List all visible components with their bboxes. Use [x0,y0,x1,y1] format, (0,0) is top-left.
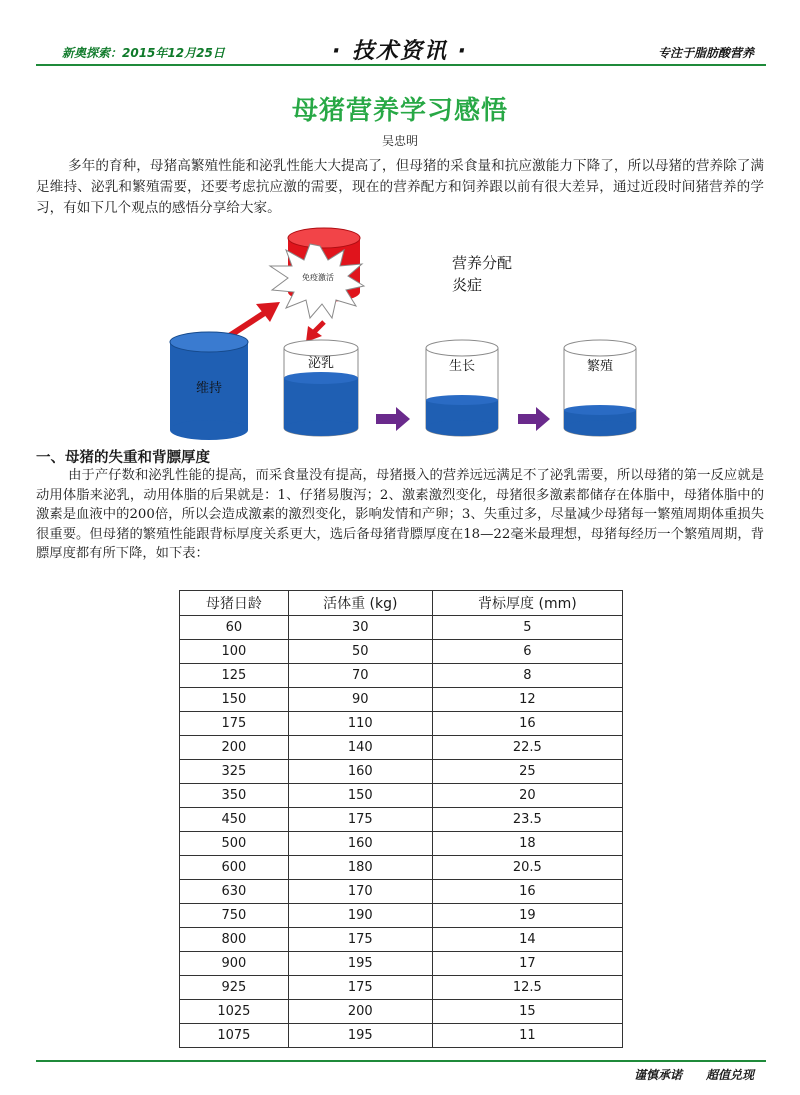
table-row [180,712,623,736]
table-row [180,832,623,856]
cell-weight: 160 [288,760,432,784]
col-header-age: 母猪日龄 [180,591,289,616]
cell-age: 325 [180,760,289,784]
page-header [0,0,800,70]
table-row [180,880,623,904]
col-header-weight: 活体重 (kg) [288,591,432,616]
cell-age: 200 [180,736,289,760]
cell-backfat: 20 [432,784,622,808]
cell-weight: 70 [288,664,432,688]
footer-rule [36,1060,766,1062]
header-slogan: 专注于脂肪酸营养 [657,46,754,60]
table-row [180,784,623,808]
cell-age: 500 [180,832,289,856]
cell-backfat: 25 [432,760,622,784]
table-body [180,616,623,1048]
table-row [180,904,623,928]
cell-weight: 175 [288,976,432,1000]
cell-backfat: 5 [432,616,622,640]
cell-age: 125 [180,664,289,688]
table-row [180,976,623,1000]
cell-age: 350 [180,784,289,808]
column-title: · 技术资讯 · [331,39,469,64]
intro-paragraph [36,156,764,219]
cell-weight: 140 [288,736,432,760]
cyl-1-label: 维持 [195,381,223,396]
cell-backfat: 19 [432,904,622,928]
cell-weight: 190 [288,904,432,928]
cell-weight: 160 [288,832,432,856]
table-row [180,928,623,952]
cell-weight: 175 [288,808,432,832]
header-rule [36,64,766,66]
cell-age: 600 [180,856,289,880]
cylinder-growth [426,340,498,436]
label-inflammation: 炎症 [452,276,483,294]
cell-backfat: 14 [432,928,622,952]
cell-backfat: 17 [432,952,622,976]
cell-weight: 200 [288,1000,432,1024]
table-row [180,616,623,640]
table-row [180,808,623,832]
cylinder-reproduction [564,340,636,436]
section-1-text: 由于产仔数和泌乳性能的提高，而采食量没有提高，母猪摄入的营养远远满足不了泌乳需要，所以母猪的第一反应就是动用体脂来泌乳，动用体脂的后果就是：1、仔猪易腹泻；2、激素激烈变化，母猪很多激素都储存在体脂中，母猪体脂中的激素是血液中的200倍，所以会造成激素的激烈变化，影响发情和产卵；3、失重过多，尽量减少母猪每一繁殖周期体重损失很重要。但母猪的繁殖性能跟背标厚度关系更大，选后备母猪背膘厚度在18—22毫米最理想，母猪每经历一个繁殖周期，背膘厚度都有所下降，如下表： [36,468,764,561]
cylinder-lactation [284,340,358,436]
burst-label: 免疫激活 [302,273,334,282]
article-title: 母猪营养学习感悟 [291,96,508,126]
cell-weight: 150 [288,784,432,808]
cell-age: 150 [180,688,289,712]
cell-backfat: 16 [432,712,622,736]
backfat-table [179,590,623,1048]
table-row [180,640,623,664]
cell-weight: 175 [288,928,432,952]
cell-backfat: 18 [432,832,622,856]
cell-backfat: 6 [432,640,622,664]
cell-weight: 170 [288,880,432,904]
cell-age: 630 [180,880,289,904]
cell-backfat: 11 [432,1024,622,1048]
cell-age: 1025 [180,1000,289,1024]
cell-weight: 90 [288,688,432,712]
cyl-2-label: 泌乳 [307,356,335,371]
cell-weight: 50 [288,640,432,664]
cell-age: 1075 [180,1024,289,1048]
section-1-paragraph [36,466,764,564]
table-row [180,664,623,688]
cell-weight: 30 [288,616,432,640]
table-row [180,688,623,712]
cell-backfat: 12.5 [432,976,622,1000]
table-row [180,952,623,976]
cell-age: 750 [180,904,289,928]
table-row [180,760,623,784]
label-nutrient-allocation: 营养分配 [452,254,513,272]
cell-age: 925 [180,976,289,1000]
cell-backfat: 23.5 [432,808,622,832]
cell-weight: 195 [288,952,432,976]
red-arrow-down [306,322,324,342]
nutrient-allocation-diagram [160,220,680,445]
table-row [180,1000,623,1024]
col-header-backfat: 背标厚度 (mm) [432,591,622,616]
issue-date: 新奥探索：2015年12月25日 [62,46,225,60]
table-row [180,856,623,880]
article-author: 吴忠明 [381,134,418,148]
cell-age: 900 [180,952,289,976]
cell-backfat: 16 [432,880,622,904]
cyl-4-label: 繁殖 [586,359,614,374]
cyl-3-label: 生长 [448,359,476,374]
purple-arrow-1 [376,407,410,431]
cell-weight: 110 [288,712,432,736]
cell-backfat: 8 [432,664,622,688]
cell-age: 800 [180,928,289,952]
cell-age: 450 [180,808,289,832]
footer-slogan: 谨慎承诺 超值兑现 [633,1068,754,1082]
cell-age: 175 [180,712,289,736]
section-1-heading: 一、母猪的失重和背膘厚度 [36,449,210,466]
table-header-row [180,591,623,616]
table-row [180,1024,623,1048]
intro-text: 多年的育种，母猪高繁殖性能和泌乳性能大大提高了，但母猪的采食量和抗应激能力下降了，所以母猪的营养除了满足维持、泌乳和繁殖需要，还要考虑抗应激的需要，现在的营养配方和饲养跟以前有很大差异，通过近段时间猪营养的学习，有如下几个观点的感悟分享给大家。 [36,158,764,216]
cell-weight: 195 [288,1024,432,1048]
cell-age: 100 [180,640,289,664]
table-row [180,736,623,760]
cell-backfat: 15 [432,1000,622,1024]
purple-arrow-2 [518,407,550,431]
cell-backfat: 20.5 [432,856,622,880]
cell-backfat: 12 [432,688,622,712]
cell-weight: 180 [288,856,432,880]
cell-age: 60 [180,616,289,640]
cell-backfat: 22.5 [432,736,622,760]
